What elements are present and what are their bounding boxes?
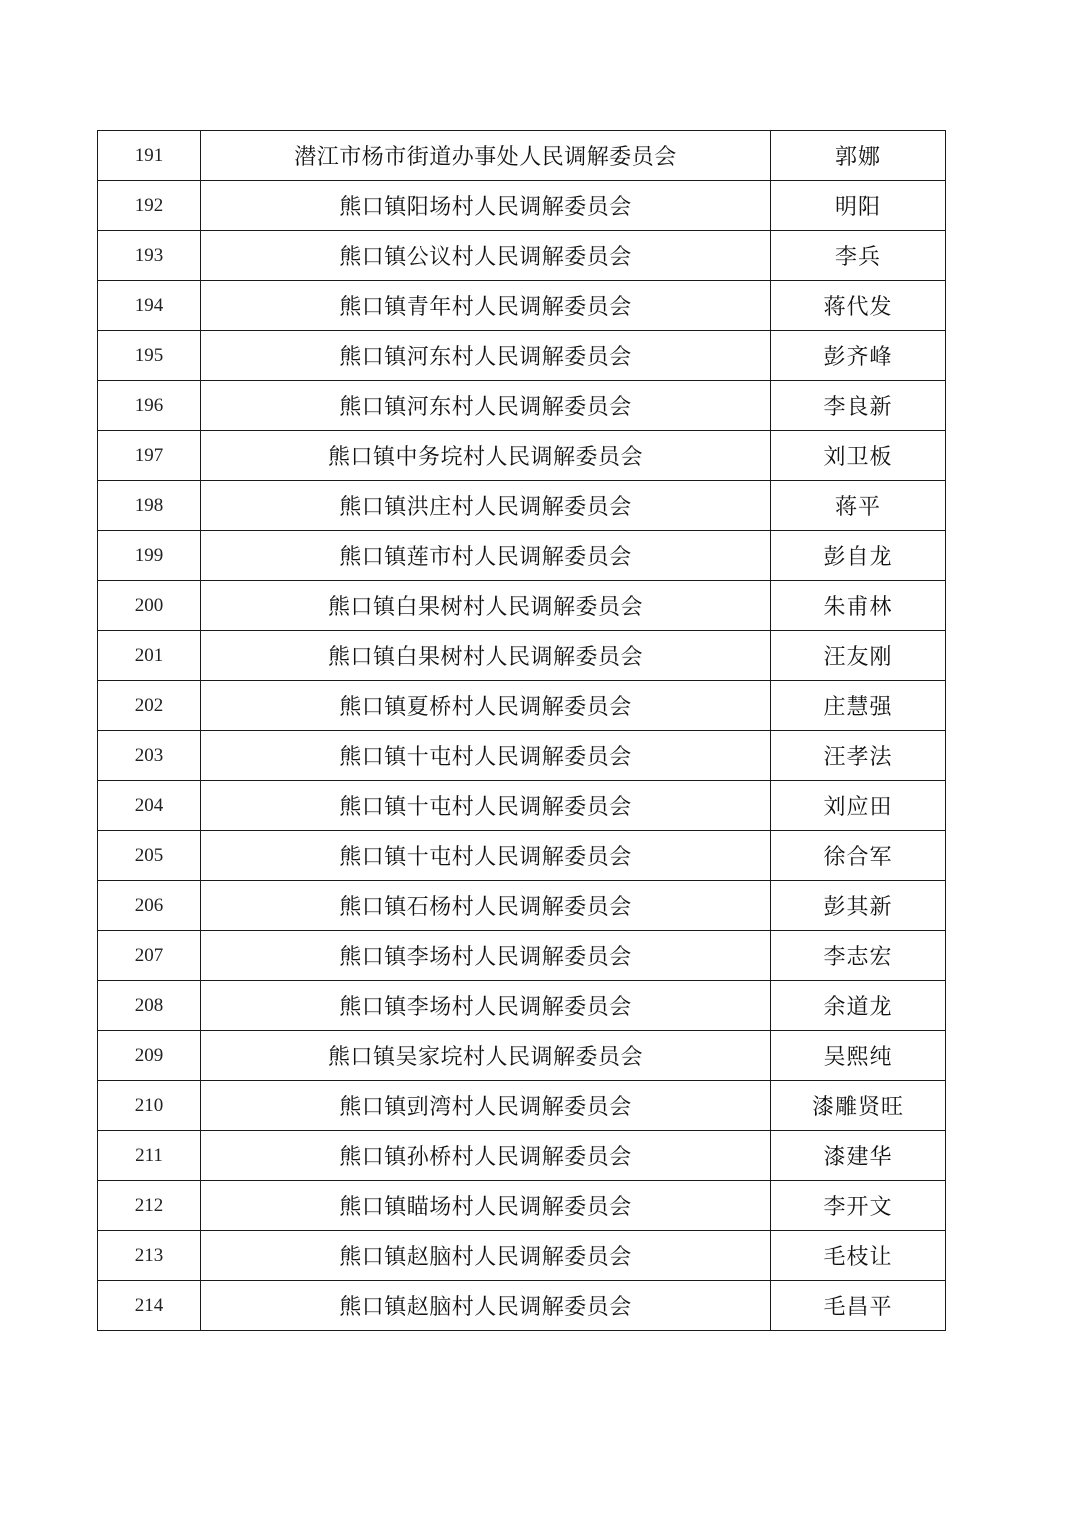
row-number-cell: 211 bbox=[98, 1131, 201, 1181]
table-row bbox=[98, 331, 946, 381]
row-number-cell: 209 bbox=[98, 1031, 201, 1081]
committee-name-cell: 熊口镇阳场村人民调解委员会 bbox=[201, 181, 771, 231]
table-row bbox=[98, 631, 946, 681]
row-number-cell: 199 bbox=[98, 531, 201, 581]
table-row bbox=[98, 931, 946, 981]
row-number-cell: 197 bbox=[98, 431, 201, 481]
row-number-cell: 202 bbox=[98, 681, 201, 731]
row-number-cell: 204 bbox=[98, 781, 201, 831]
row-number-cell: 206 bbox=[98, 881, 201, 931]
committee-name-cell: 潜江市杨市街道办事处人民调解委员会 bbox=[201, 131, 771, 181]
person-name-cell: 李开文 bbox=[771, 1181, 946, 1231]
person-name-cell: 吴熙纯 bbox=[771, 1031, 946, 1081]
person-name-cell: 汪友刚 bbox=[771, 631, 946, 681]
person-name-cell: 漆建华 bbox=[771, 1131, 946, 1181]
committee-name-cell: 熊口镇李场村人民调解委员会 bbox=[201, 931, 771, 981]
row-number-cell: 208 bbox=[98, 981, 201, 1031]
person-name-cell: 李志宏 bbox=[771, 931, 946, 981]
table-row bbox=[98, 781, 946, 831]
table-row bbox=[98, 531, 946, 581]
row-number-cell: 213 bbox=[98, 1231, 201, 1281]
person-name-cell: 毛昌平 bbox=[771, 1281, 946, 1331]
committee-name-cell: 熊口镇河东村人民调解委员会 bbox=[201, 381, 771, 431]
row-number-cell: 210 bbox=[98, 1081, 201, 1131]
table-row bbox=[98, 1281, 946, 1331]
mediator-roster-table bbox=[97, 130, 946, 1331]
table-row bbox=[98, 431, 946, 481]
person-name-cell: 李兵 bbox=[771, 231, 946, 281]
row-number-cell: 194 bbox=[98, 281, 201, 331]
committee-name-cell: 熊口镇白果树村人民调解委员会 bbox=[201, 581, 771, 631]
row-number-cell: 207 bbox=[98, 931, 201, 981]
person-name-cell: 郭娜 bbox=[771, 131, 946, 181]
person-name-cell: 彭齐峰 bbox=[771, 331, 946, 381]
table-row bbox=[98, 1081, 946, 1131]
person-name-cell: 明阳 bbox=[771, 181, 946, 231]
row-number-cell: 201 bbox=[98, 631, 201, 681]
row-number-cell: 214 bbox=[98, 1281, 201, 1331]
row-number-cell: 191 bbox=[98, 131, 201, 181]
table-row bbox=[98, 681, 946, 731]
committee-name-cell: 熊口镇李场村人民调解委员会 bbox=[201, 981, 771, 1031]
committee-name-cell: 熊口镇莲市村人民调解委员会 bbox=[201, 531, 771, 581]
person-name-cell: 蒋代发 bbox=[771, 281, 946, 331]
row-number-cell: 192 bbox=[98, 181, 201, 231]
row-number-cell: 198 bbox=[98, 481, 201, 531]
person-name-cell: 余道龙 bbox=[771, 981, 946, 1031]
committee-name-cell: 熊口镇石杨村人民调解委员会 bbox=[201, 881, 771, 931]
committee-name-cell: 熊口镇白果树村人民调解委员会 bbox=[201, 631, 771, 681]
person-name-cell: 彭其新 bbox=[771, 881, 946, 931]
table-row bbox=[98, 131, 946, 181]
person-name-cell: 毛枝让 bbox=[771, 1231, 946, 1281]
committee-name-cell: 熊口镇吴家垸村人民调解委员会 bbox=[201, 1031, 771, 1081]
committee-name-cell: 熊口镇青年村人民调解委员会 bbox=[201, 281, 771, 331]
person-name-cell: 刘卫板 bbox=[771, 431, 946, 481]
table-row bbox=[98, 281, 946, 331]
committee-name-cell: 熊口镇赵脑村人民调解委员会 bbox=[201, 1281, 771, 1331]
person-name-cell: 徐合军 bbox=[771, 831, 946, 881]
table-row bbox=[98, 231, 946, 281]
table-row bbox=[98, 1131, 946, 1181]
row-number-cell: 196 bbox=[98, 381, 201, 431]
person-name-cell: 庄慧强 bbox=[771, 681, 946, 731]
row-number-cell: 203 bbox=[98, 731, 201, 781]
committee-name-cell: 熊口镇赵脑村人民调解委员会 bbox=[201, 1231, 771, 1281]
table-row bbox=[98, 1231, 946, 1281]
committee-name-cell: 熊口镇十屯村人民调解委员会 bbox=[201, 781, 771, 831]
row-number-cell: 193 bbox=[98, 231, 201, 281]
committee-name-cell: 熊口镇洪庄村人民调解委员会 bbox=[201, 481, 771, 531]
person-name-cell: 刘应田 bbox=[771, 781, 946, 831]
table-row bbox=[98, 881, 946, 931]
committee-name-cell: 熊口镇中务垸村人民调解委员会 bbox=[201, 431, 771, 481]
committee-name-cell: 熊口镇孙桥村人民调解委员会 bbox=[201, 1131, 771, 1181]
person-name-cell: 彭自龙 bbox=[771, 531, 946, 581]
committee-name-cell: 熊口镇夏桥村人民调解委员会 bbox=[201, 681, 771, 731]
person-name-cell: 李良新 bbox=[771, 381, 946, 431]
person-name-cell: 汪孝法 bbox=[771, 731, 946, 781]
row-number-cell: 212 bbox=[98, 1181, 201, 1231]
committee-name-cell: 熊口镇十屯村人民调解委员会 bbox=[201, 731, 771, 781]
row-number-cell: 205 bbox=[98, 831, 201, 881]
table-row bbox=[98, 181, 946, 231]
committee-name-cell: 熊口镇瞄场村人民调解委员会 bbox=[201, 1181, 771, 1231]
person-name-cell: 朱甫林 bbox=[771, 581, 946, 631]
roster-table-body bbox=[98, 131, 946, 1331]
table-row bbox=[98, 1181, 946, 1231]
table-row bbox=[98, 831, 946, 881]
table-row bbox=[98, 731, 946, 781]
table-row bbox=[98, 1031, 946, 1081]
committee-name-cell: 熊口镇剅湾村人民调解委员会 bbox=[201, 1081, 771, 1131]
table-row bbox=[98, 481, 946, 531]
person-name-cell: 漆雕贤旺 bbox=[771, 1081, 946, 1131]
row-number-cell: 195 bbox=[98, 331, 201, 381]
person-name-cell: 蒋平 bbox=[771, 481, 946, 531]
committee-name-cell: 熊口镇公议村人民调解委员会 bbox=[201, 231, 771, 281]
committee-name-cell: 熊口镇河东村人民调解委员会 bbox=[201, 331, 771, 381]
table-row bbox=[98, 381, 946, 431]
table-row bbox=[98, 581, 946, 631]
row-number-cell: 200 bbox=[98, 581, 201, 631]
committee-name-cell: 熊口镇十屯村人民调解委员会 bbox=[201, 831, 771, 881]
table-row bbox=[98, 981, 946, 1031]
